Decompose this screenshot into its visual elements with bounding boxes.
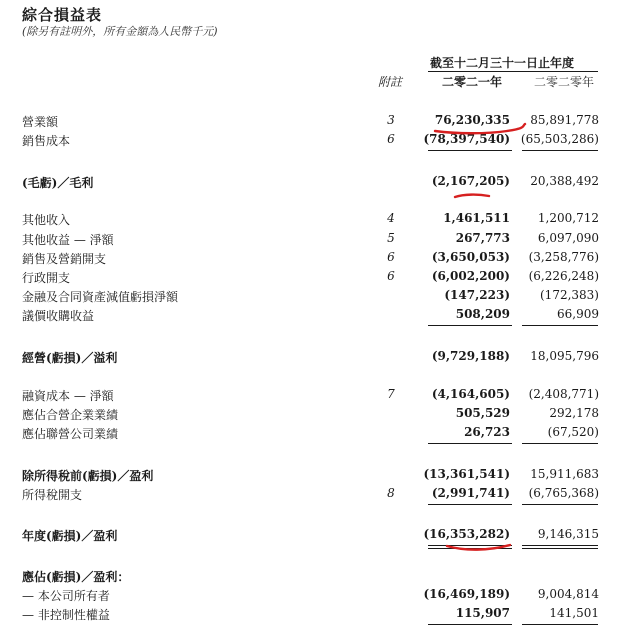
row-label: 應佔(虧損)／盈利：	[22, 570, 130, 584]
row-label: 銷售及營銷開支	[22, 252, 107, 266]
value-2021: 76,230,335	[434, 113, 510, 127]
row-label: 其他收入	[22, 213, 71, 227]
row-note: 6	[387, 269, 395, 283]
value-2021: 26,723	[464, 425, 510, 439]
row-label: 其他收益 — 淨額	[22, 233, 114, 247]
row-label: 經營(虧損)／溢利	[22, 351, 118, 365]
value-2020: 1,200,712	[537, 211, 599, 225]
value-2020: 292,178	[549, 406, 599, 420]
value-2020: 15,911,683	[530, 467, 599, 481]
table-row	[0, 211, 623, 229]
table-row	[0, 113, 623, 131]
row-note: 5	[387, 231, 395, 245]
row-label: 年度(虧損)／盈利	[22, 529, 118, 543]
period-header: 截至十二月三十一日止年度	[430, 56, 575, 70]
row-note: 3	[387, 113, 395, 127]
value-2021: 115,907	[455, 606, 510, 620]
row-label: 融資成本 — 淨額	[22, 389, 114, 403]
value-2021: 267,773	[455, 231, 510, 245]
table-row	[0, 349, 623, 367]
subtotal-rule	[522, 504, 598, 505]
value-2020: 85,891,778	[530, 113, 599, 127]
table-row	[0, 568, 623, 586]
value-2021: (3,650,053)	[431, 250, 510, 264]
table-row	[0, 288, 623, 306]
table-row	[0, 606, 623, 624]
statement-subtitle: (除另有註明外，所有金額為人民幣千元)	[22, 25, 218, 38]
subtotal-rule	[522, 443, 598, 444]
year-2020-header: 二零二零年	[534, 75, 595, 89]
value-2020: 6,097,090	[537, 231, 599, 245]
total-rule	[428, 545, 512, 546]
value-2020: (172,383)	[540, 288, 599, 302]
row-label: 應佔聯營公司業績	[22, 427, 119, 441]
value-2021: (16,353,282)	[423, 527, 510, 541]
subtotal-rule	[428, 443, 512, 444]
value-2020: (6,226,248)	[528, 269, 599, 283]
table-row	[0, 174, 623, 192]
subtotal-rule	[522, 624, 598, 625]
value-2020: 9,004,814	[537, 587, 599, 601]
value-2021: (16,469,189)	[423, 587, 510, 601]
row-label: 行政開支	[22, 271, 71, 285]
value-2021: 1,461,511	[443, 211, 510, 225]
red-underline-mark-gross-loss	[452, 191, 492, 201]
table-row	[0, 132, 623, 150]
row-note: 4	[387, 211, 395, 225]
value-2020: 141,501	[549, 606, 599, 620]
row-label: 除所得稅前(虧損)／盈利	[22, 469, 154, 483]
value-2021: (2,167,205)	[431, 174, 510, 188]
table-row	[0, 406, 623, 424]
row-note: 8	[387, 486, 395, 500]
total-double-rule	[522, 548, 598, 549]
row-note: 6	[387, 132, 395, 146]
total-rule	[522, 545, 598, 546]
row-label: 議價收購收益	[22, 309, 95, 323]
value-2021: 505,529	[455, 406, 510, 420]
table-row	[0, 307, 623, 325]
table-row	[0, 387, 623, 405]
value-2020: 18,095,796	[530, 349, 599, 363]
table-row	[0, 250, 623, 268]
subtotal-rule	[428, 325, 512, 326]
subtotal-rule	[428, 150, 512, 151]
row-note: 6	[387, 250, 395, 264]
table-row	[0, 425, 623, 443]
row-label: 應佔合營企業業績	[22, 408, 119, 422]
row-label: — 非控制性權益	[22, 608, 110, 622]
row-label: (毛虧)／毛利	[22, 176, 94, 190]
row-label: 所得稅開支	[22, 488, 83, 502]
row-note: 7	[387, 387, 395, 401]
value-2020: 9,146,315	[537, 527, 599, 541]
value-2021: (9,729,188)	[431, 349, 510, 363]
total-double-rule	[428, 548, 512, 549]
value-2021: (78,397,540)	[423, 132, 510, 146]
value-2021: (13,361,541)	[423, 467, 510, 481]
value-2020: (2,408,771)	[528, 387, 599, 401]
row-label: — 本公司所有者	[22, 589, 110, 603]
value-2021: (147,223)	[444, 288, 510, 302]
table-row	[0, 587, 623, 605]
value-2021: 508,209	[455, 307, 510, 321]
subtotal-rule	[522, 150, 598, 151]
row-label: 金融及合同資產減值虧損淨額	[22, 290, 179, 304]
value-2021: (2,991,741)	[431, 486, 510, 500]
row-label: 銷售成本	[22, 134, 71, 148]
table-row	[0, 231, 623, 249]
value-2021: (4,164,605)	[431, 387, 510, 401]
table-row	[0, 467, 623, 485]
value-2020: (67,520)	[547, 425, 599, 439]
subtotal-rule	[428, 504, 512, 505]
subtotal-rule	[522, 325, 598, 326]
value-2020: 66,909	[557, 307, 599, 321]
period-header-rule	[428, 71, 598, 72]
row-label: 營業額	[22, 115, 59, 129]
note-column-header: 附註	[378, 75, 403, 89]
value-2020: 20,388,492	[530, 174, 599, 188]
value-2021: (6,002,200)	[431, 269, 510, 283]
table-row	[0, 486, 623, 504]
value-2020: (6,765,368)	[528, 486, 599, 500]
table-row	[0, 269, 623, 287]
value-2020: (3,258,776)	[528, 250, 599, 264]
subtotal-rule	[428, 624, 512, 625]
statement-title: 綜合損益表	[22, 6, 103, 24]
year-2021-header: 二零二一年	[442, 75, 503, 89]
table-row	[0, 527, 623, 545]
value-2020: (65,503,286)	[520, 132, 599, 146]
